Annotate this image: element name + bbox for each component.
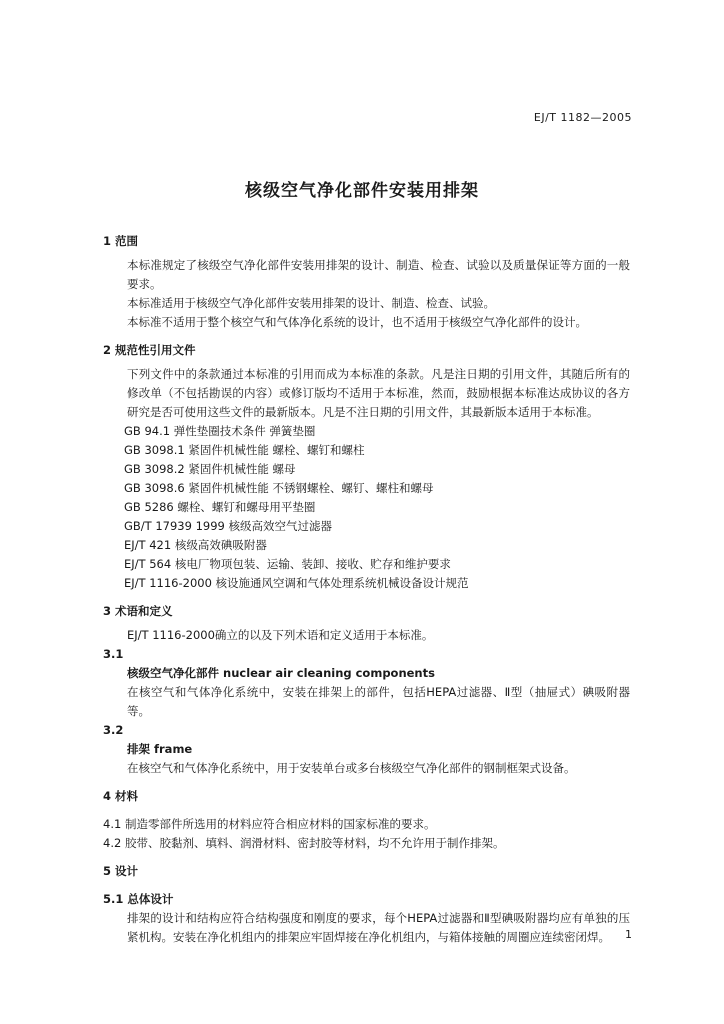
- term-title: 排架 frame: [127, 742, 193, 756]
- subsection-paragraph: 排架的设计和结构应符合结构强度和刚度的要求，每个HEPA过滤器和Ⅱ型碘吸附器均应有单独的压紧机构。安装在净化机组内的排架应牢固焊接在净化机组内，与箱体接触的周圈应连续密闭焊。: [127, 911, 630, 944]
- reference-item: GB 94.1 弹性垫圈技术条件 弹簧垫圈: [124, 424, 316, 438]
- document-body: [103, 232, 630, 947]
- reference-item: EJ/T 1116-2000 核设施通风空调和气体处理系统机械设备设计规范: [124, 576, 469, 590]
- clause-item: 4.1 制造零部件所选用的材料应符合相应材料的国家标准的要求。: [103, 817, 436, 831]
- section-2-intro: 下列文件中的条款通过本标准的引用而成为本标准的条款。凡是注日期的引用文件，其随后所有的修改单（不包括勘误的内容）或修订版均不适用于本标准，然而，鼓励根据本标准达成协议的各方研究是否可使用这些文件的最新版本。凡是不注日期的引用文件，其最新版本适用于本标准。: [127, 367, 630, 419]
- term-title: 核级空气净化部件 nuclear air cleaning components: [127, 666, 435, 680]
- section-1-paragraph: 本标准不适用于整个核空气和气体净化系统的设计，也不适用于核级空气净化部件的设计。: [127, 315, 587, 329]
- section-3-intro: EJ/T 1116-2000确立的以及下列术语和定义适用于本标准。: [127, 628, 434, 642]
- page-number: 1: [625, 928, 632, 941]
- standard-code: EJ/T 1182—2005: [533, 111, 632, 124]
- section-5-heading: 5 设计: [103, 864, 139, 878]
- section-4-heading: 4 材料: [103, 789, 139, 803]
- term-definition: 在核空气和气体净化系统中，安装在排架上的部件，包括HEPA过滤器、Ⅱ型（抽屉式）碘吸附器等。: [127, 685, 630, 718]
- reference-item: GB 3098.2 紧固件机械性能 螺母: [124, 462, 296, 476]
- reference-item: GB 3098.6 紧固件机械性能 不锈钢螺栓、螺钉、螺柱和螺母: [124, 481, 434, 495]
- subsection-heading: 5.1 总体设计: [103, 892, 174, 906]
- term-definition: 在核空气和气体净化系统中，用于安装单台或多台核级空气净化部件的钢制框架式设备。: [127, 761, 576, 775]
- section-2-heading: 2 规范性引用文件: [103, 343, 196, 357]
- term-number: 3.1: [103, 647, 124, 661]
- section-1-heading: 1 范围: [103, 234, 139, 248]
- section-1-paragraph: 本标准适用于核级空气净化部件安装用排架的设计、制造、检查、试验。: [127, 296, 495, 310]
- reference-item: GB 5286 螺栓、螺钉和螺母用平垫圈: [124, 500, 316, 514]
- reference-item: GB/T 17939 1999 核级高效空气过滤器: [124, 519, 333, 533]
- term-number: 3.2: [103, 723, 124, 737]
- section-3-heading: 3 术语和定义: [103, 604, 173, 618]
- document-title: 核级空气净化部件安装用排架: [245, 181, 479, 201]
- clause-item: 4.2 胶带、胶黏剂、填料、润滑材料、密封胶等材料，均不允许用于制作排架。: [103, 836, 505, 850]
- reference-item: GB 3098.1 紧固件机械性能 螺栓、螺钉和螺柱: [124, 443, 365, 457]
- reference-item: EJ/T 564 核电厂物项包装、运输、装卸、接收、贮存和维护要求: [124, 557, 451, 571]
- reference-item: EJ/T 421 核级高效碘吸附器: [124, 538, 267, 552]
- section-1-paragraph: 本标准规定了核级空气净化部件安装用排架的设计、制造、检查、试验以及质量保证等方面的一般要求。: [127, 258, 630, 291]
